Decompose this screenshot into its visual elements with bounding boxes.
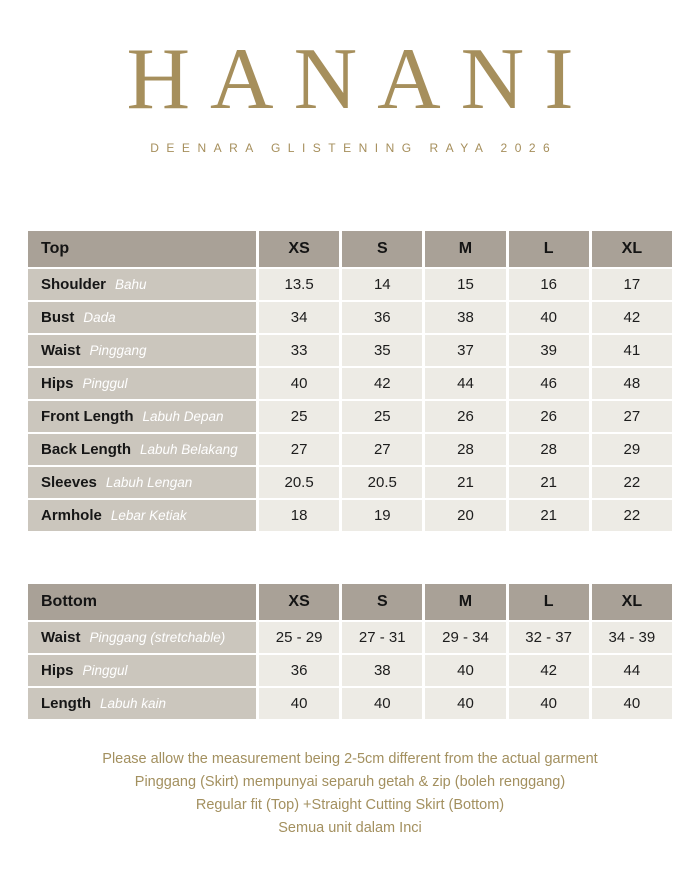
measurement-name: Bust	[41, 308, 75, 326]
measurement-value: 27	[342, 434, 422, 465]
measurement-value: 17	[592, 269, 672, 300]
measurement-value: 27	[259, 434, 339, 465]
size-column-header: S	[342, 231, 422, 267]
measurement-name: Armhole	[41, 506, 102, 524]
table-row	[28, 467, 672, 498]
measurement-value: 25 - 29	[259, 622, 339, 653]
measurement-value: 40	[592, 688, 672, 719]
measurement-value: 42	[509, 655, 589, 686]
measurement-label-cell	[28, 655, 256, 686]
table-row	[28, 434, 672, 465]
measurement-label-cell	[28, 335, 256, 366]
size-column-header: XL	[592, 584, 672, 620]
measurement-value: 37	[425, 335, 505, 366]
measurement-value: 34 - 39	[592, 622, 672, 653]
measurement-label-cell	[28, 368, 256, 399]
measurement-value: 20.5	[259, 467, 339, 498]
table-row	[28, 302, 672, 333]
measurement-label-cell	[28, 500, 256, 531]
measurement-value: 34	[259, 302, 339, 333]
measurement-value: 21	[509, 500, 589, 531]
measurement-value: 38	[342, 655, 422, 686]
table-header-row	[28, 584, 672, 620]
measurement-value: 21	[509, 467, 589, 498]
note-line: Pinggang (Skirt) mempunyai separuh getah & zip (boleh renggang)	[134, 774, 566, 790]
table-row	[28, 368, 672, 399]
brand-header	[0, 0, 700, 155]
measurement-label-cell	[28, 269, 256, 300]
size-column-header: M	[425, 231, 505, 267]
table-title-bottom: Bottom	[28, 584, 256, 620]
measurement-value: 36	[342, 302, 422, 333]
table-row	[28, 688, 672, 719]
measurement-name: Back Length	[41, 440, 132, 458]
measurement-value: 19	[342, 500, 422, 531]
measurement-label-cell	[28, 622, 256, 653]
measurement-value: 15	[425, 269, 505, 300]
measurement-value: 35	[342, 335, 422, 366]
measurement-translation: Labuh Depan	[142, 408, 224, 424]
measurement-name: Waist	[41, 628, 81, 646]
measurement-value: 42	[342, 368, 422, 399]
table-row	[28, 500, 672, 531]
measurement-value: 18	[259, 500, 339, 531]
measurement-value: 29 - 34	[425, 622, 505, 653]
measurement-value: 21	[425, 467, 505, 498]
measurement-value: 46	[509, 368, 589, 399]
size-column-header: L	[509, 231, 589, 267]
brand-logo: HANANI	[126, 31, 594, 128]
measurement-value: 29	[592, 434, 672, 465]
measurement-name: Sleeves	[41, 473, 97, 491]
measurement-value: 42	[592, 302, 672, 333]
measurement-value: 39	[509, 335, 589, 366]
measurement-value: 22	[592, 467, 672, 498]
measurement-value: 40	[259, 688, 339, 719]
measurement-value: 25	[342, 401, 422, 432]
measurement-label-cell	[28, 688, 256, 719]
measurement-value: 33	[259, 335, 339, 366]
table-header-row	[28, 231, 672, 267]
table-row	[28, 269, 672, 300]
measurement-value: 32 - 37	[509, 622, 589, 653]
measurement-name: Hips	[41, 661, 74, 679]
measurement-translation: Lebar Ketiak	[110, 507, 187, 523]
measurement-translation: Labuh kain	[100, 695, 167, 711]
note-line: Please allow the measurement being 2-5cm different from the actual garment	[102, 751, 598, 767]
measurement-value: 40	[342, 688, 422, 719]
measurement-translation: Pinggul	[82, 375, 128, 391]
note-line: Semua unit dalam Inci	[278, 820, 422, 836]
table-row	[28, 335, 672, 366]
size-column-header: S	[342, 584, 422, 620]
measurement-translation: Pinggul	[82, 662, 128, 678]
note-line: Regular fit (Top) +Straight Cutting Skirt (Bottom)	[195, 797, 505, 813]
measurement-label-cell	[28, 401, 256, 432]
measurement-name: Hips	[41, 374, 74, 392]
size-column-header: L	[509, 584, 589, 620]
measurement-value: 26	[425, 401, 505, 432]
measurement-name: Length	[41, 694, 91, 712]
table-title-top: Top	[28, 231, 256, 267]
measurement-value: 28	[425, 434, 505, 465]
measurement-label-cell	[28, 302, 256, 333]
measurement-name: Waist	[41, 341, 81, 359]
size-column-header: XS	[259, 231, 339, 267]
bottom-size-table	[25, 582, 675, 721]
measurement-value: 20.5	[342, 467, 422, 498]
measurement-value: 22	[592, 500, 672, 531]
measurement-translation: Pinggang (stretchable)	[89, 629, 226, 645]
measurement-value: 27	[592, 401, 672, 432]
collection-subtitle: DEENARA GLISTENING RAYA 2026	[150, 141, 558, 155]
table-row	[28, 622, 672, 653]
measurement-value: 13.5	[259, 269, 339, 300]
measurement-value: 28	[509, 434, 589, 465]
measurement-label-cell	[28, 434, 256, 465]
measurement-value: 20	[425, 500, 505, 531]
measurement-value: 27 - 31	[342, 622, 422, 653]
measurement-name: Front Length	[41, 407, 134, 425]
measurement-name: Shoulder	[41, 275, 107, 293]
measurement-label-cell	[28, 467, 256, 498]
measurement-value: 25	[259, 401, 339, 432]
measurement-value: 40	[509, 302, 589, 333]
measurement-value: 44	[425, 368, 505, 399]
measurement-translation: Dada	[83, 309, 116, 325]
measurement-translation: Pinggang	[89, 342, 147, 358]
measurement-value: 38	[425, 302, 505, 333]
size-column-header: M	[425, 584, 505, 620]
measurement-value: 44	[592, 655, 672, 686]
table-row	[28, 655, 672, 686]
measurement-value: 36	[259, 655, 339, 686]
measurement-notes	[0, 748, 700, 840]
measurement-translation: Labuh Belakang	[140, 441, 238, 457]
measurement-translation: Bahu	[115, 276, 147, 292]
top-size-table	[25, 229, 675, 533]
measurement-value: 48	[592, 368, 672, 399]
measurement-value: 40	[425, 688, 505, 719]
measurement-value: 26	[509, 401, 589, 432]
size-column-header: XL	[592, 231, 672, 267]
measurement-value: 40	[259, 368, 339, 399]
table-row	[28, 401, 672, 432]
measurement-translation: Labuh Lengan	[105, 474, 193, 490]
measurement-value: 16	[509, 269, 589, 300]
measurement-value: 41	[592, 335, 672, 366]
measurement-value: 40	[509, 688, 589, 719]
measurement-value: 14	[342, 269, 422, 300]
measurement-value: 40	[425, 655, 505, 686]
size-column-header: XS	[259, 584, 339, 620]
